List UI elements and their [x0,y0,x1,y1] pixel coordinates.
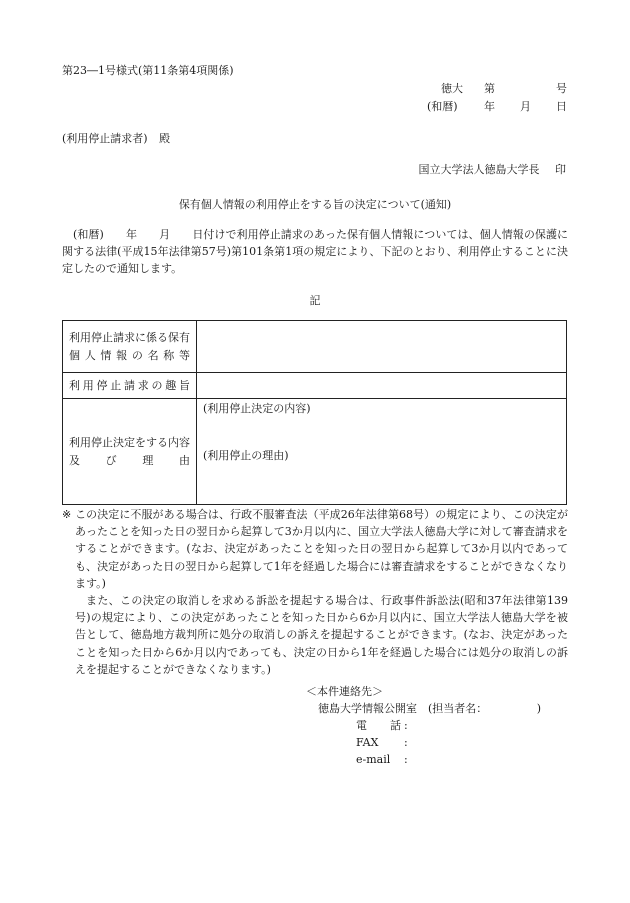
decision-reason-label: (利用停止の理由) [203,449,289,462]
value-info-name [197,321,566,372]
note-lawsuit: また、この決定の取消しを求める訴訟を提起する場合は、行政事件訴訟法(昭和37年法律第139号)の規定により、この決定があったことを知った日から6か月以内に、国立大学法人徳島大学を被告として、徳島地方裁判所に処分の取消しの訴えを提起することができます。(なお、決定があったことを知った日から6か月以内であっても、決定の日から1年を経過した場合には処分の取消しの訴えを提起することができなくなります。) [75,594,568,676]
contact-heading: ＜本件連絡先＞ [306,685,383,698]
number-go: 号 [556,82,567,95]
form-number: 第23―1号様式(第11条第4項関係) [62,64,234,77]
table-row-info-name [63,321,566,373]
contact-block [306,683,541,768]
contact-fax: FAX : [356,736,408,749]
contact-phone: 電話 : [356,719,408,732]
issuer-name: 国立大学法人徳島大学長 [418,163,540,176]
date-day: 日 [556,100,567,113]
value-decision [197,399,566,504]
ki-marker: 記 [309,294,321,307]
label-info-name: 利用停止請求に係る保有個人情報の名称等 [63,321,197,372]
date-year: 年 [484,100,495,113]
label-purpose: 利用停止請求の趣旨 [63,373,197,398]
label-decision: 利用停止決定をする内容及び理由 [63,399,197,504]
table-row-purpose [63,373,566,399]
addressee-honorific: 殿 [159,132,171,145]
contact-office: 徳島大学情報公開室 (担当者名： ) [318,702,542,715]
decision-table [62,320,567,505]
note-mark: ※ [62,508,72,521]
value-purpose [197,373,566,398]
body-paragraph: (和暦) 年 月 日付けで利用停止請求のあった保有個人情報については、個人情報の保護に関する法律(平成15年法律第57号)第101条第1項の規定により、下記のとおり、利用停止することに決定したので通知します。 [62,228,568,275]
document-title: 保有個人情報の利用停止をする旨の決定について(通知) [178,198,452,211]
table-row-decision [63,399,566,504]
notes [62,506,568,678]
decision-content-label: (利用停止決定の内容) [203,402,311,415]
date-era: (和暦) [427,100,458,113]
note-appeal: ※ この決定に不服がある場合は、行政不服審査法（平成26年法律第68号）の規定により、この決定があったことを知った日の翌日から起算して3か月以内に、国立大学法人徳島大学に対して審査請求をすることができます。(なお、決定があったことを知った日の翌日から起算して3か月以内であっても、決定があった日の翌日から起算して1年を経過した場合には審査請求をすることができなくなります。) [62,508,568,590]
issuer [419,161,567,179]
issuer-seal: 印 [555,163,566,176]
number-prefix: 徳大 [441,82,463,95]
date-month: 月 [520,100,531,113]
addressee-label: (利用停止請求者) [62,132,148,145]
number-dai: 第 [484,82,495,95]
contact-email: e-mail : [356,753,408,766]
addressee [62,130,170,148]
